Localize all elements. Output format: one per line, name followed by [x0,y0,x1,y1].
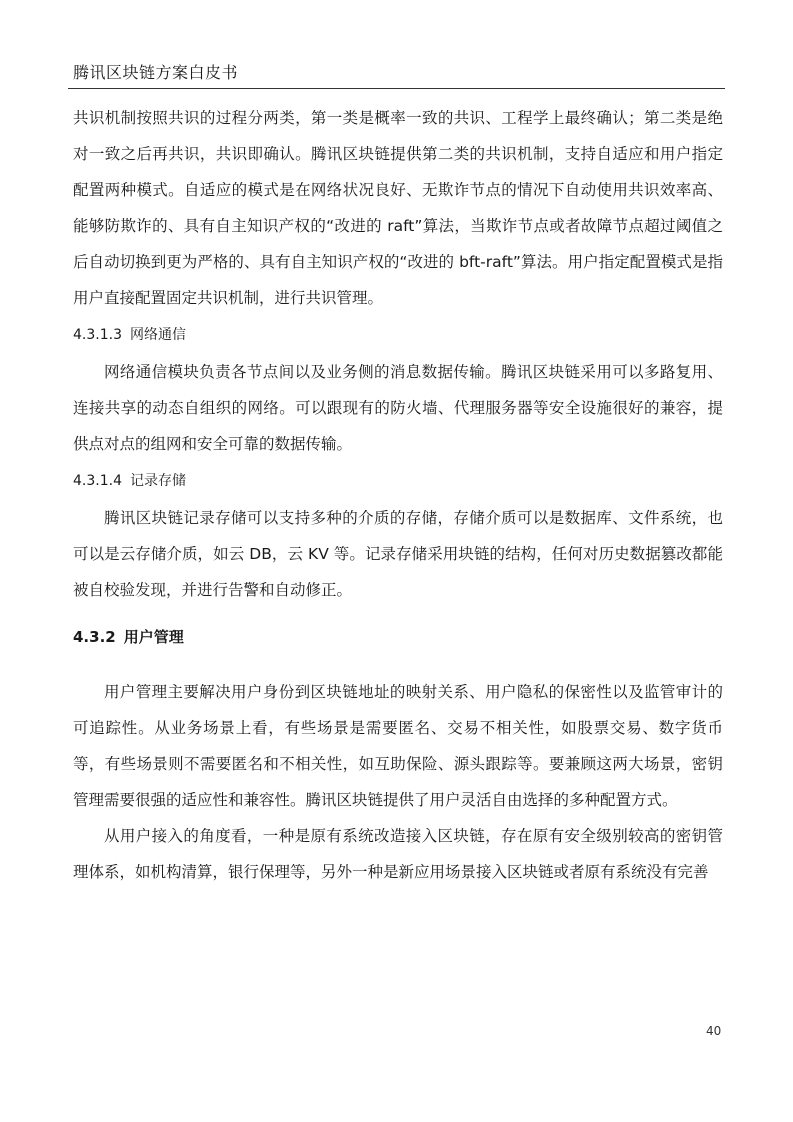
page-number: 40 [706,1024,722,1038]
paragraph-network-communication: 网络通信模块负责各节点间以及业务侧的消息数据传输。腾讯区块链采用可以多路复用、连接共享的动态自组织的网络。可以跟现有的防火墙、代理服务器等安全设施很好的兼容，提供点对点的组网和安全可靠的数据传输。 [73,363,723,453]
section-title: 用户管理 [123,628,184,646]
page-body [73,100,723,890]
section-number: 4.3.2 [73,628,116,646]
heading-text: 网络通信 [129,327,186,343]
paragraph-consensus: 共识机制按照共识的过程分两类，第一类是概率一致的共识、工程学上最终确认；第二类是绝对一致之后再共识，共识即确认。腾讯区块链提供第二类的共识机制，支持自适应和用户指定配置两种模式。自适应的模式是在网络状况良好、无欺诈节点的情况下自动使用共识效率高、能够防欺诈的、具有自主知识产权的“改进的 raft”算法，当欺诈节点或者故障节点超过阈值之后自动切换到更为严格的、具有自主知识产权的“改进的 bft-raft”算法。用户指定配置模式是指用户直接配置固定共识机制，进行共识管理。 [73,109,723,307]
heading-text: 记录存储 [129,473,186,489]
paragraph-record-storage: 腾讯区块链记录存储可以支持多种的介质的存储，存储介质可以是数据库、文件系统，也可以是云存储介质，如云 DB，云 KV 等。记录存储采用块链的结构，任何对历史数据篡改都能被自校验发现，并进行告警和自动修正。 [73,509,723,599]
paragraph-user-management-1: 用户管理主要解决用户身份到区块链地址的映射关系、用户隐私的保密性以及监管审计的可追踪性。从业务场景上看，有些场景是需要匿名、交易不相关性，如股票交易、数字货币等，有些场景则不需要匿名和不相关性，如互助保险、源头跟踪等。要兼顾这两大场景，密钥管理需要很强的适应性和兼容性。腾讯区块链提供了用户灵活自由选择的多种配置方式。 [73,683,723,809]
header-divider [68,88,725,89]
heading-number: 4.3.1.3 [73,327,122,343]
heading-record-storage [73,462,723,500]
heading-user-management [73,622,723,652]
paragraph-user-management-2: 从用户接入的角度看，一种是原有系统改造接入区块链，存在原有安全级别较高的密钥管理体系，如机构清算，银行保理等，另外一种是新应用场景接入区块链或者原有系统没有完善 [73,827,723,881]
heading-network-communication [73,316,723,354]
heading-number: 4.3.1.4 [73,473,122,489]
running-header-title: 腾讯区块链方案白皮书 [73,63,239,82]
